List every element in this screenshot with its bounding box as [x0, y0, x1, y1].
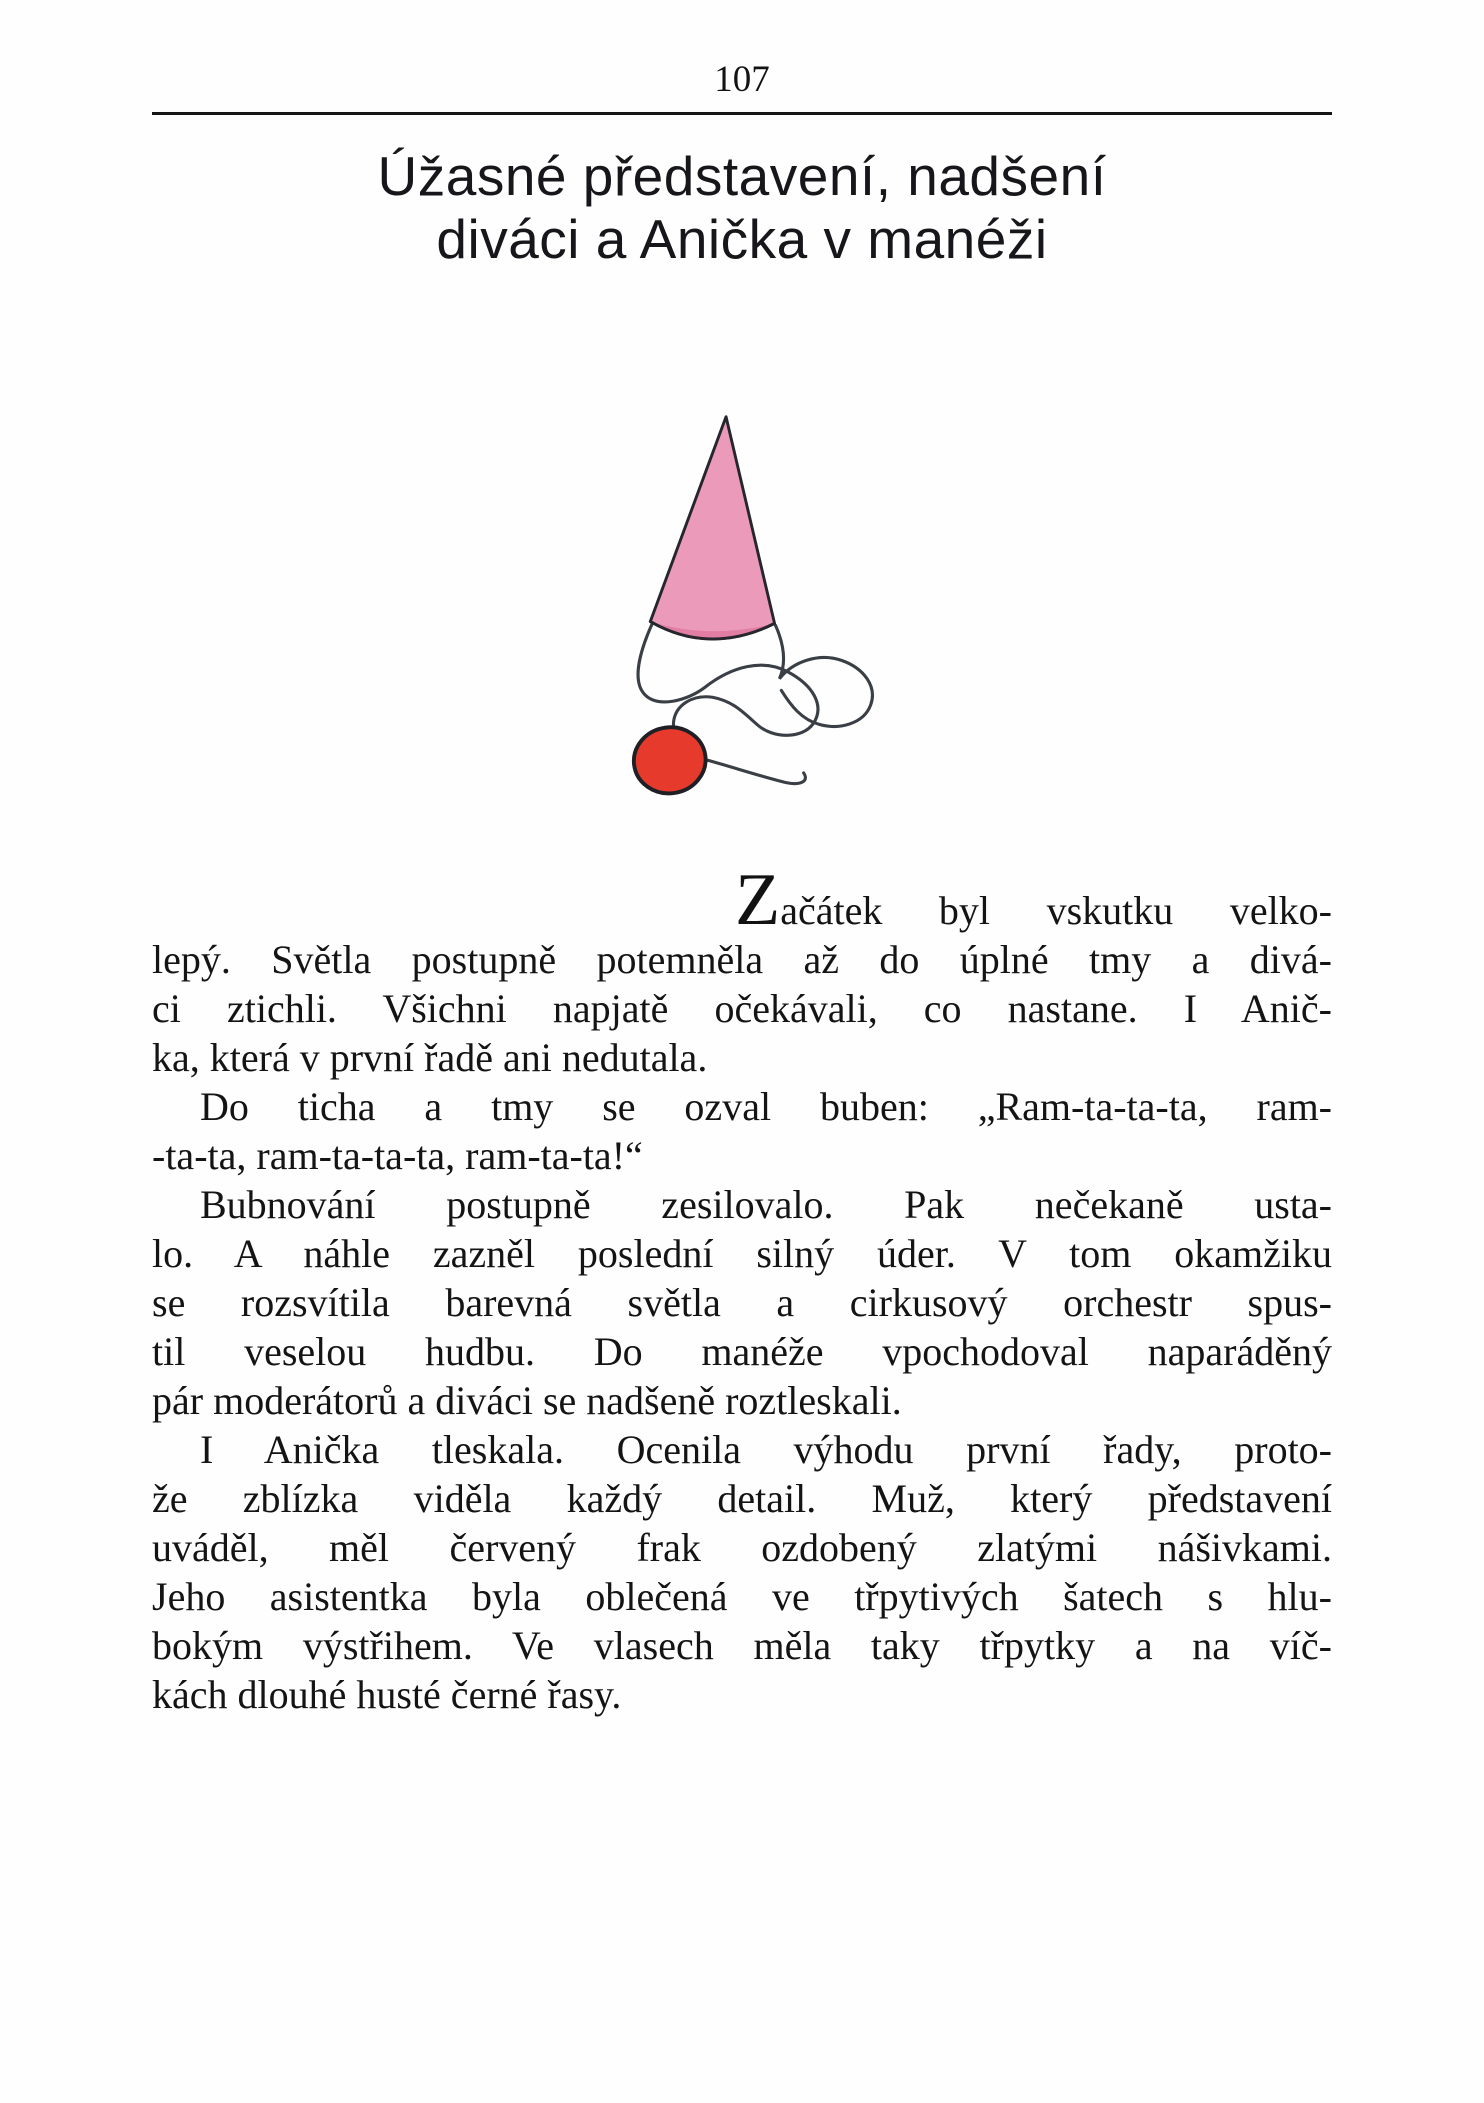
body-text-line: bokým výstřihem. Ve vlasech měla taky třpytky a na víč-	[152, 1623, 1332, 1668]
body-text-line: se rozsvítila barevná světla a cirkusový orchestr spus-	[152, 1280, 1332, 1325]
party-hat-drawing	[595, 397, 925, 815]
body-text-line: že zblízka viděla každý detail. Muž, který představení	[152, 1476, 1332, 1521]
party-hat-cone	[650, 417, 774, 639]
body-text-line: -ta-ta, ram-ta-ta-ta, ram-ta-ta!“	[152, 1133, 643, 1178]
body-text-line: I Anička tleskala. Ocenila výhodu první řady, proto-	[200, 1427, 1332, 1472]
drop-cap: Z	[735, 859, 781, 941]
hat-string	[705, 759, 806, 783]
paragraph	[152, 1180, 1332, 1425]
body-text-line: pár moderátorů a diváci se nadšeně roztleskali.	[152, 1378, 902, 1423]
body-text-line: lo. A náhle zazněl poslední silný úder. V tom okamžiku	[152, 1231, 1332, 1276]
page-header	[152, 58, 1332, 115]
body-text-line: Začátek byl vskutku velko-	[735, 859, 1332, 941]
body-text-line: kách dlouhé husté černé řasy.	[152, 1672, 622, 1717]
chapter-title	[152, 145, 1332, 271]
body-text-line: ka, která v první řadě ani nedutala.	[152, 1035, 708, 1080]
chapter-title-line-1: Úžasné představení, nadšení	[377, 145, 1107, 207]
paragraph	[152, 1425, 1332, 1719]
body-text-line: lepý. Světla postupně potemněla až do úplné tmy a divá-	[152, 937, 1332, 982]
page-content	[152, 0, 1332, 1719]
page-number: 107	[714, 59, 770, 100]
chapter-title-line-2: diváci a Anička v manéži	[436, 208, 1048, 270]
body-text-line: uváděl, měl červený frak ozdobený zlatými nášivkami.	[152, 1525, 1332, 1570]
body-text-line: ci ztichli. Všichni napjatě očekávali, co nastane. I Anič-	[152, 986, 1332, 1031]
party-hat-illustration	[152, 397, 1332, 820]
paragraph	[152, 1082, 1332, 1180]
red-ball	[630, 723, 710, 798]
body-text-line: til veselou hudbu. Do manéže vpochodoval naparáděný	[152, 1329, 1332, 1374]
body-text-line: Do ticha a tmy se ozval buben: „Ram-ta-ta-ta, ram-	[200, 1084, 1332, 1129]
hat-string	[776, 625, 873, 726]
body-text-line: Bubnování postupně zesilovalo. Pak nečekaně usta-	[200, 1182, 1332, 1227]
paragraph	[152, 859, 1332, 1082]
body-text-line: Jeho asistentka byla oblečená ve třpytivých šatech s hlu-	[152, 1574, 1332, 1619]
header-rule	[152, 112, 1332, 115]
story-text	[152, 859, 1332, 1719]
